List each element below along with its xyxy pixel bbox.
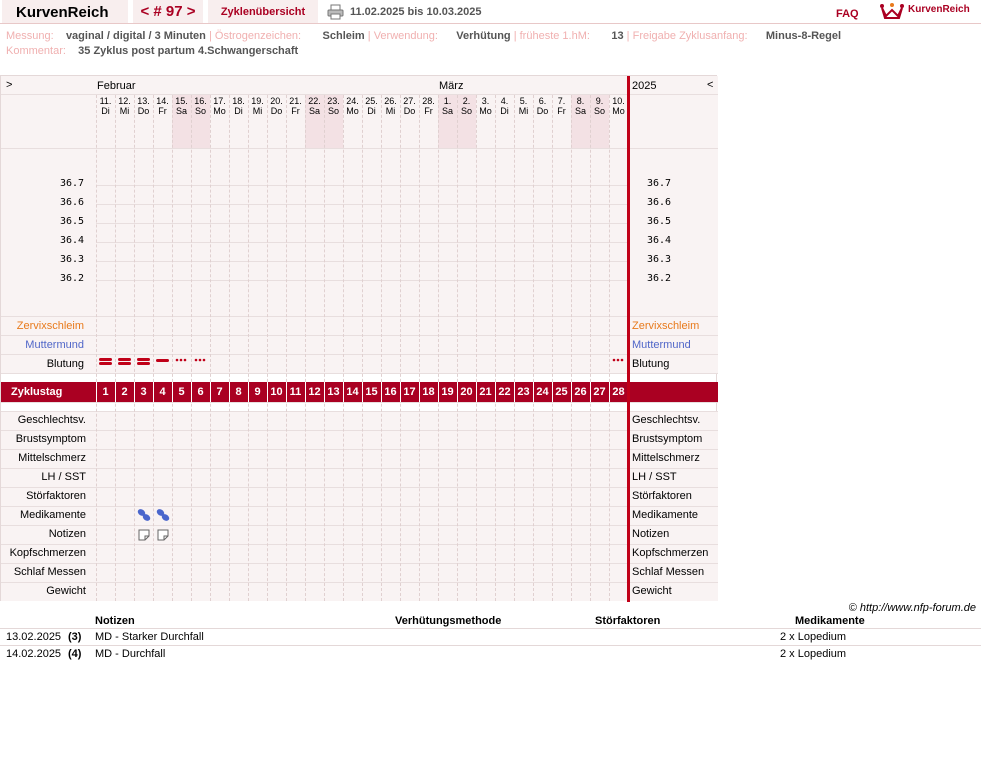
pill-icon[interactable] (156, 508, 170, 522)
cycle-day-cell[interactable]: 3 (140, 386, 147, 398)
day-number: 15. (175, 96, 188, 106)
day-grid-line (571, 95, 572, 601)
row-label: Notizen (48, 528, 86, 540)
temp-label-left: 36.4 (60, 235, 85, 246)
temp-label-left: 36.2 (60, 273, 85, 284)
day-header[interactable] (400, 96, 419, 116)
day-header[interactable] (419, 96, 438, 116)
day-grid-line (457, 95, 458, 601)
header-divider (0, 23, 981, 24)
day-grid-line (476, 95, 477, 601)
cycle-day-separator (153, 382, 154, 402)
cycle-day-cell[interactable]: 19 (441, 386, 454, 398)
grid-line (1, 148, 718, 149)
grid-line (1, 563, 718, 564)
temp-label-right: 36.3 (647, 254, 672, 265)
day-header[interactable] (533, 96, 552, 116)
weekday: Di (367, 106, 376, 116)
row-label: Kopfschmerzen (9, 547, 86, 559)
day-number: 18. (232, 96, 245, 106)
grid-line (1, 373, 718, 374)
day-grid-line (267, 95, 268, 601)
day-header[interactable] (552, 96, 571, 116)
logo-text: KurvenReich (908, 4, 970, 15)
day-number: 11. (99, 96, 112, 106)
row-label-right: Medikamente (632, 509, 699, 521)
grid-line (1, 354, 718, 355)
day-header[interactable] (590, 96, 609, 116)
day-header[interactable] (305, 96, 324, 116)
day-number: 3. (481, 96, 490, 106)
day-grid-line (552, 95, 553, 601)
month-label-feb: Februar (97, 80, 136, 92)
day-grid-line (191, 95, 192, 601)
weekday: Mi (385, 106, 396, 116)
weekday: So (593, 106, 605, 116)
cycle-day-separator (400, 382, 401, 402)
grid-line (1, 402, 718, 403)
day-header[interactable] (362, 96, 381, 116)
row-label-muttermund: Muttermund (25, 339, 84, 351)
row-label-right: Mittelschmerz (632, 452, 700, 464)
day-grid-line (134, 95, 135, 601)
cycle-day-cell[interactable]: 9 (254, 386, 261, 398)
row-label-zervix: Zervixschleim (16, 320, 84, 332)
pill-icon[interactable] (137, 508, 151, 522)
cycle-day-separator (514, 382, 515, 402)
day-number: 14. (156, 96, 169, 106)
day-grid-line (438, 95, 439, 601)
cycle-day-cell[interactable]: 1 (102, 386, 109, 398)
temp-area (1, 148, 718, 316)
day-header[interactable] (172, 96, 191, 116)
weekday: Mo (213, 106, 226, 116)
cycle-nav[interactable]: < # 97 > (133, 0, 203, 23)
weekday: Do (137, 106, 150, 116)
date-range: 11.02.2025 bis 10.03.2025 (350, 6, 482, 18)
cycle-day-cell[interactable]: 26 (574, 386, 587, 398)
cycle-day-separator (495, 382, 496, 402)
cycle-day-cell[interactable]: 12 (308, 386, 321, 398)
cycle-day-cell[interactable]: 27 (593, 386, 606, 398)
weekday: Mo (346, 106, 359, 116)
row-label-blutung-right: Blutung (632, 358, 670, 370)
weekday: Fr (557, 106, 566, 116)
day-header[interactable] (153, 96, 172, 116)
day-number: 12. (118, 96, 131, 106)
messung-value: vaginal / digital / 3 Minuten (65, 30, 206, 42)
cycle-day-separator (324, 382, 325, 402)
weekday: Di (101, 106, 110, 116)
day-number: 24. (346, 96, 359, 106)
crown-logo-icon (880, 1, 904, 21)
day-header[interactable] (229, 96, 248, 116)
day-grid-line (96, 95, 97, 601)
year-label: 2025 (632, 80, 657, 92)
grid-line (1, 335, 718, 336)
day-number: 1. (443, 96, 452, 106)
day-number: 23. (327, 96, 340, 106)
weekday: Di (234, 106, 243, 116)
cycle-day-cell[interactable]: 16 (384, 386, 397, 398)
freigabe-value: Minus-8-Regel (765, 30, 842, 42)
bleeding-mark-medium[interactable] (155, 357, 170, 367)
cycle-day-separator (134, 382, 135, 402)
day-grid-line (248, 95, 249, 601)
weekday: So (327, 106, 339, 116)
bleeding-mark-spotting[interactable] (611, 357, 626, 367)
print-icon[interactable] (327, 4, 344, 20)
grid-line (1, 449, 718, 450)
table-row (0, 645, 981, 663)
day-grid-line (305, 95, 306, 601)
grid-line (1, 525, 718, 526)
cycle-day-cell[interactable]: 21 (479, 386, 492, 398)
kommentar-label: Kommentar: (6, 45, 66, 57)
row-cycle-day: (3) (68, 631, 82, 643)
cycle-day-separator (172, 382, 173, 402)
day-header[interactable] (267, 96, 286, 116)
weekday: So (460, 106, 472, 116)
row-date: 13.02.2025 (6, 631, 62, 643)
nav-prev-button[interactable]: < (707, 79, 714, 91)
weekday: Sa (574, 106, 586, 116)
day-header[interactable] (457, 96, 476, 116)
weekday: Sa (441, 106, 453, 116)
row-label: Mittelschmerz (18, 452, 86, 464)
weekday: Mo (612, 106, 625, 116)
cycle-day-separator (191, 382, 192, 402)
cycle-day-cell[interactable]: 11 (289, 386, 302, 398)
cycle-day-cell[interactable]: 6 (197, 386, 204, 398)
day-header[interactable] (495, 96, 514, 116)
day-header[interactable] (115, 96, 134, 116)
cycle-day-cell[interactable]: 13 (327, 386, 340, 398)
grid-line (1, 411, 718, 412)
day-header[interactable] (514, 96, 533, 116)
day-number: 21. (289, 96, 302, 106)
day-grid-line (324, 95, 325, 601)
weekday: Sa (175, 106, 187, 116)
day-grid-line (229, 95, 230, 601)
cycle-day-separator (609, 382, 610, 402)
row-label-blutung: Blutung (46, 358, 84, 370)
day-number: 27. (403, 96, 416, 106)
cycle-day-cell[interactable]: 17 (403, 386, 416, 398)
cycle-day-cell[interactable]: 18 (422, 386, 435, 398)
row-label-right: Schlaf Messen (632, 566, 705, 578)
day-number: 26. (384, 96, 397, 106)
temp-label-right: 36.5 (647, 216, 672, 227)
weekday: Sa (308, 106, 320, 116)
day-grid-line (343, 95, 344, 601)
day-number: 9. (595, 96, 604, 106)
row-label: LH / SST (41, 471, 86, 483)
weekday: Di (500, 106, 509, 116)
cycle-day-separator (571, 382, 572, 402)
col-header-stoer: Störfaktoren (595, 615, 661, 627)
weekday: Mi (119, 106, 130, 116)
row-label-right: Störfaktoren (632, 490, 692, 502)
grid-line (1, 582, 718, 583)
row-note: MD - Starker Durchfall (95, 631, 204, 643)
day-number: 6. (538, 96, 547, 106)
note-icon[interactable] (157, 529, 169, 541)
day-header[interactable] (210, 96, 229, 116)
oestrogen-label: Östrogenzeichen: (214, 30, 302, 42)
day-header[interactable] (134, 96, 153, 116)
fruehe-value: 13 (611, 30, 624, 42)
day-grid-line (533, 95, 534, 601)
row-date: 14.02.2025 (6, 648, 62, 660)
cycle-day-separator (305, 382, 306, 402)
cycle-day-separator (438, 382, 439, 402)
weekday: Mi (518, 106, 529, 116)
row-label-zervix-right: Zervixschleim (632, 320, 700, 332)
cycle-day-cell[interactable]: 10 (270, 386, 283, 398)
weekday: Mi (252, 106, 263, 116)
day-number: 20. (270, 96, 283, 106)
app-title[interactable]: KurvenReich (2, 0, 128, 23)
verwendung-value: Verhütung (456, 30, 511, 42)
day-header[interactable] (286, 96, 305, 116)
faq-link[interactable]: FAQ (836, 8, 859, 20)
day-grid-line (514, 95, 515, 601)
cycle-day-separator (96, 382, 97, 402)
cycle-day-cell[interactable]: 14 (346, 386, 359, 398)
day-number: 13. (137, 96, 150, 106)
cycle-day-cell[interactable]: 4 (159, 386, 166, 398)
day-grid-line (286, 95, 287, 601)
day-header[interactable] (248, 96, 267, 116)
day-number: 17. (213, 96, 226, 106)
day-grid-line (590, 95, 591, 601)
cycle-day-separator (457, 382, 458, 402)
cycle-day-separator (210, 382, 211, 402)
verwendung-label: Verwendung: (373, 30, 438, 42)
day-number: 22. (308, 96, 321, 106)
weekday: Fr (158, 106, 167, 116)
note-icon[interactable] (138, 529, 150, 541)
messung-label: Messung: (6, 30, 54, 42)
weekday: So (194, 106, 206, 116)
weekday: Mo (479, 106, 492, 116)
bleeding-mark-spotting[interactable] (193, 357, 208, 367)
cycle-day-cell[interactable]: 25 (555, 386, 568, 398)
day-grid-line (115, 95, 116, 601)
cycle-day-separator (362, 382, 363, 402)
day-grid-line (362, 95, 363, 601)
col-header-medik: Medikamente (795, 615, 865, 627)
cycle-day-separator (552, 382, 553, 402)
copyright[interactable]: © http://www.nfp-forum.de (848, 602, 976, 614)
day-grid-line (210, 95, 211, 601)
cycle-day-cell[interactable]: 7 (216, 386, 223, 398)
cycle-day-separator (229, 382, 230, 402)
grid-line (1, 316, 718, 317)
kommentar-value: 35 Zyklus post partum 4.Schwangerschaft (78, 45, 299, 57)
bleeding-mark-heavy[interactable] (117, 357, 132, 367)
day-header[interactable] (191, 96, 210, 116)
weekday: Do (270, 106, 283, 116)
row-label-right: Notizen (632, 528, 670, 540)
row-medication: 2 x Lopedium (780, 648, 847, 660)
weekday: Fr (424, 106, 433, 116)
month-label-mar: März (439, 80, 464, 92)
cycle-day-separator (476, 382, 477, 402)
bleeding-mark-heavy[interactable] (98, 357, 113, 367)
cycle-day-separator (533, 382, 534, 402)
day-grid-line (172, 95, 173, 601)
comment-line (6, 45, 298, 57)
bleeding-mark-spotting[interactable] (174, 357, 189, 367)
cycle-day-cell[interactable]: 15 (365, 386, 378, 398)
nav-next-button[interactable]: > (6, 79, 13, 91)
cycle-day-cell[interactable]: 8 (235, 386, 242, 398)
cycle-day-cell[interactable]: 5 (178, 386, 185, 398)
cycle-day-cell[interactable]: 20 (460, 386, 473, 398)
day-grid-line (381, 95, 382, 601)
day-grid-line (419, 95, 420, 601)
bleeding-mark-heavy[interactable] (136, 357, 151, 367)
temp-label-right: 36.2 (647, 273, 672, 284)
day-number: 5. (519, 96, 528, 106)
cycle-day-separator (248, 382, 249, 402)
row-label: Schlaf Messen (13, 566, 86, 578)
freigabe-label: Freigabe Zyklusanfang: (632, 30, 748, 42)
day-number: 28. (422, 96, 435, 106)
cycle-day-separator (590, 382, 591, 402)
weekday: Fr (291, 106, 300, 116)
day-header[interactable] (609, 96, 628, 116)
row-label: Störfaktoren (26, 490, 86, 502)
row-label-right: LH / SST (632, 471, 677, 483)
temp-label-right: 36.7 (647, 178, 672, 189)
row-medication: 2 x Lopedium (780, 631, 847, 643)
temp-label-left: 36.3 (60, 254, 85, 265)
day-header[interactable] (324, 96, 343, 116)
row-label: Brustsymptom (15, 433, 86, 445)
cycle-day-cell[interactable]: 23 (517, 386, 530, 398)
cycle-day-cell[interactable]: 2 (121, 386, 128, 398)
grid-line (1, 544, 718, 545)
grid-line (1, 506, 718, 507)
row-label-right: Gewicht (632, 585, 672, 597)
day-grid-line (400, 95, 401, 601)
cycle-day-separator (286, 382, 287, 402)
day-header[interactable] (476, 96, 495, 116)
row-label: Medikamente (19, 509, 86, 521)
cycle-day-cell[interactable]: 24 (536, 386, 549, 398)
cycle-day-cell[interactable]: 28 (612, 386, 625, 398)
row-label: Geschlechtsv. (17, 414, 86, 426)
row-label-muttermund-right: Muttermund (632, 339, 691, 351)
row-label: Gewicht (46, 585, 86, 597)
day-number: 10. (612, 96, 625, 106)
day-header[interactable] (438, 96, 457, 116)
cycle-day-separator (343, 382, 344, 402)
grid-line (1, 487, 718, 488)
day-grid-line (609, 95, 610, 601)
day-header[interactable] (96, 96, 115, 116)
day-number: 16. (194, 96, 207, 106)
day-header[interactable] (381, 96, 400, 116)
temp-label-right: 36.4 (647, 235, 672, 246)
temp-label-right: 36.6 (647, 197, 672, 208)
day-grid-line (495, 95, 496, 601)
day-header[interactable] (571, 96, 590, 116)
oestrogen-value: Schleim (322, 30, 365, 42)
weekday: Do (403, 106, 416, 116)
cycle-info-line: Messung: vaginal / digital / 3 Minuten | Östrogenzeichen: Schleim | Verwendung: Verhütung | früheste 1.hM: 13 | Freigabe Zyklusanfang: Minus-8-Regel (6, 30, 842, 42)
grid-line (1, 94, 718, 95)
cycle-day-separator (381, 382, 382, 402)
grid-line (1, 468, 718, 469)
day-grid-line (153, 95, 154, 601)
cycle-day-cell[interactable]: 22 (498, 386, 511, 398)
day-number: 4. (500, 96, 509, 106)
day-number: 7. (557, 96, 566, 106)
row-cycle-day: (4) (68, 648, 82, 660)
grid-line (1, 430, 718, 431)
cycle-chart (0, 75, 717, 601)
col-header-verhuetung: Verhütungsmethode (395, 615, 502, 627)
temp-label-left: 36.6 (60, 197, 85, 208)
cycle-day-separator (267, 382, 268, 402)
cycle-overview-button[interactable]: Zyklenübersicht (208, 0, 318, 23)
row-label-right: Kopfschmerzen (632, 547, 709, 559)
day-number: 25. (365, 96, 378, 106)
temp-label-left: 36.5 (60, 216, 85, 227)
row-label-zyklustag: Zyklustag (11, 386, 63, 398)
day-number: 19. (251, 96, 264, 106)
fruehe-label: früheste 1.hM: (519, 30, 590, 42)
weekday: Do (536, 106, 549, 116)
day-number: 8. (576, 96, 585, 106)
cycle-day-separator (115, 382, 116, 402)
current-cycle-divider (627, 76, 630, 602)
temp-label-left: 36.7 (60, 178, 85, 189)
day-number: 2. (462, 96, 471, 106)
cycle-day-separator (419, 382, 420, 402)
row-label-right: Brustsymptom (632, 433, 703, 445)
row-label-right: Geschlechtsv. (632, 414, 701, 426)
day-header[interactable] (343, 96, 362, 116)
col-header-notizen: Notizen (95, 615, 135, 627)
table-row (0, 628, 981, 646)
row-note: MD - Durchfall (95, 648, 166, 660)
